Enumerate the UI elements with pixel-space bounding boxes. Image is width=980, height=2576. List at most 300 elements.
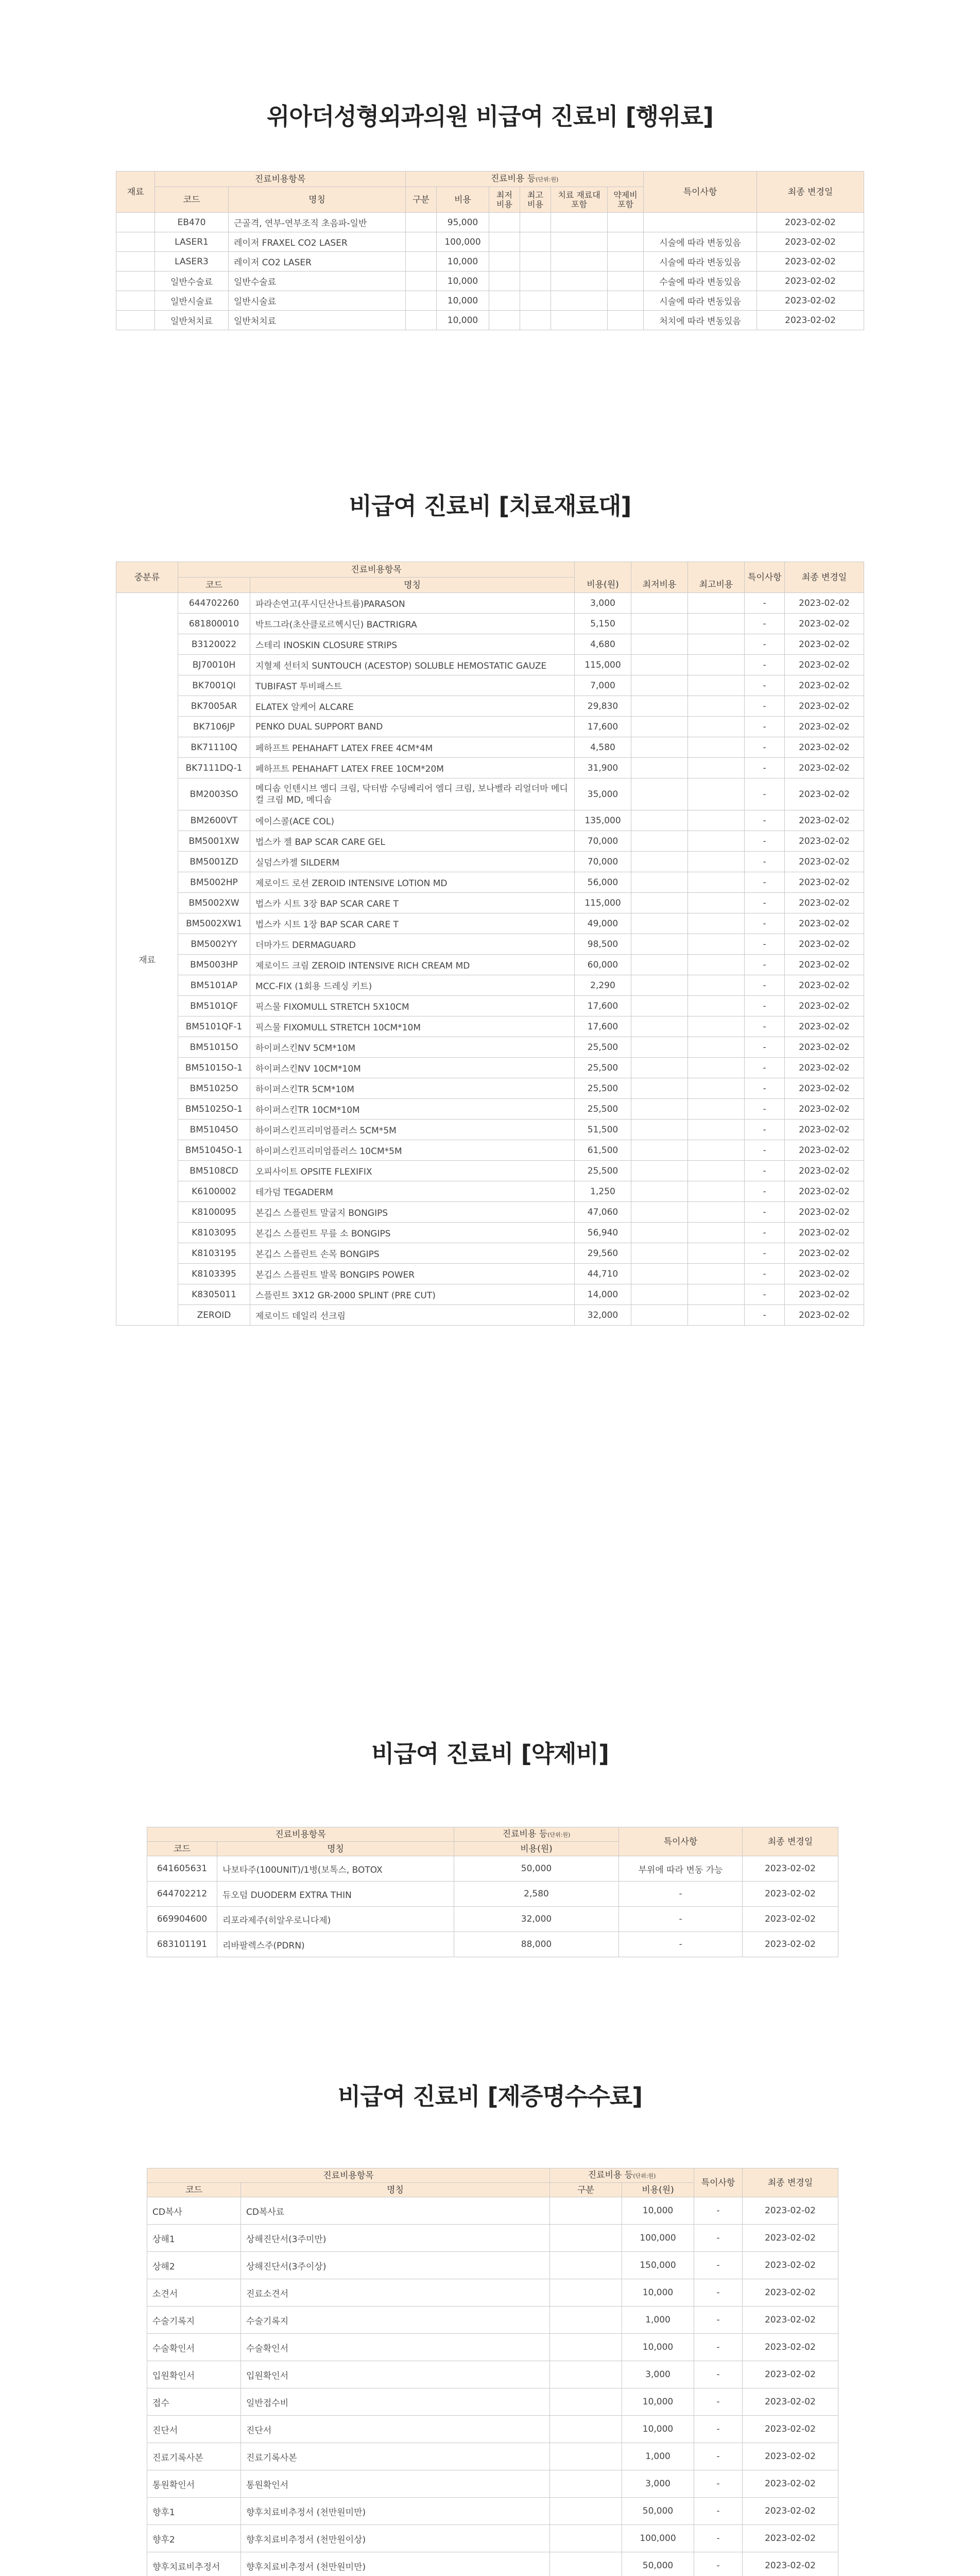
material-max-cell bbox=[688, 1161, 745, 1181]
fee-date-cell: 2023-02-02 bbox=[757, 252, 864, 272]
drug-date-cell: 2023-02-02 bbox=[743, 1856, 838, 1882]
material-cost-cell: 135,000 bbox=[575, 810, 631, 831]
material-date-cell: 2023-02-02 bbox=[785, 996, 864, 1016]
material-date-cell: 2023-02-02 bbox=[785, 675, 864, 696]
material-table-body bbox=[116, 593, 864, 1326]
material-cost-cell: 56,940 bbox=[575, 1223, 631, 1243]
cert-cost-cell: 10,000 bbox=[622, 2388, 694, 2416]
material-max-cell bbox=[688, 634, 745, 655]
cert-cost-cell: 10,000 bbox=[622, 2197, 694, 2225]
material-cost-cell: 4,680 bbox=[575, 634, 631, 655]
material-code-cell: BM5101QF bbox=[178, 996, 250, 1016]
material-date-cell: 2023-02-02 bbox=[785, 696, 864, 717]
fee-date-cell: 2023-02-02 bbox=[757, 272, 864, 291]
drug-header-date: 최종 변경일 bbox=[743, 1827, 838, 1856]
drug-note-cell: - bbox=[619, 1882, 743, 1907]
material-date-cell: 2023-02-02 bbox=[785, 778, 864, 810]
material-code-cell: BM51015O-1 bbox=[178, 1058, 250, 1078]
fee-code-cell: EB470 bbox=[155, 213, 229, 232]
material-max-cell bbox=[688, 975, 745, 996]
cert-date-cell: 2023-02-02 bbox=[743, 2416, 838, 2443]
drug-note-cell: - bbox=[619, 1907, 743, 1932]
material-max-cell bbox=[688, 1181, 745, 1202]
material-note-cell: - bbox=[745, 1284, 785, 1305]
table-row bbox=[116, 872, 864, 893]
material-note-cell: - bbox=[745, 1078, 785, 1099]
material-code-cell: BM2003SO bbox=[178, 778, 250, 810]
material-name-cell: 제로이드 크림 ZEROID INTENSIVE RICH CREAM MD bbox=[250, 955, 575, 975]
cert-date-cell: 2023-02-02 bbox=[743, 2361, 838, 2388]
material-name-cell: 박트그라(초산클로르헥시딘) BACTRIGRA bbox=[250, 614, 575, 634]
material-min-cell bbox=[631, 717, 688, 737]
table-row bbox=[116, 1243, 864, 1264]
material-min-cell bbox=[631, 1058, 688, 1078]
material-note-cell: - bbox=[745, 1305, 785, 1326]
material-note-cell: - bbox=[745, 675, 785, 696]
material-max-cell bbox=[688, 831, 745, 852]
table-row bbox=[116, 1016, 864, 1037]
fee-max-cell bbox=[520, 213, 551, 232]
fee-max-cell bbox=[520, 252, 551, 272]
fee-drug-cell bbox=[608, 272, 644, 291]
material-cost-cell: 32,000 bbox=[575, 1305, 631, 1326]
fee-date-cell: 2023-02-02 bbox=[757, 213, 864, 232]
material-min-cell bbox=[631, 1243, 688, 1264]
drug-section bbox=[0, 1735, 980, 1769]
material-max-cell bbox=[688, 593, 745, 614]
table-row bbox=[116, 1223, 864, 1243]
material-date-cell: 2023-02-02 bbox=[785, 1016, 864, 1037]
material-name-cell: 픽스물 FIXOMULL STRETCH 5X10CM bbox=[250, 996, 575, 1016]
material-min-cell bbox=[631, 810, 688, 831]
material-name-cell: 파라손연고(푸시딘산나트륨)PARASON bbox=[250, 593, 575, 614]
fee-header-material: 치료 재료대 포함 bbox=[551, 187, 608, 213]
material-table bbox=[116, 562, 864, 1326]
material-code-cell: BM51015O bbox=[178, 1037, 250, 1058]
material-cost-cell: 5,150 bbox=[575, 614, 631, 634]
table-row bbox=[116, 311, 864, 330]
material-code-cell: BM5001XW bbox=[178, 831, 250, 852]
material-code-cell: BK7005AR bbox=[178, 696, 250, 717]
material-code-cell: B3120022 bbox=[178, 634, 250, 655]
cert-table bbox=[147, 2168, 838, 2576]
fee-type-cell bbox=[406, 232, 437, 252]
cert-cost-cell: 50,000 bbox=[622, 2552, 694, 2576]
material-cost-cell: 25,500 bbox=[575, 1099, 631, 1120]
table-row bbox=[147, 2307, 838, 2334]
fee-cost-cell: 100,000 bbox=[437, 232, 489, 252]
material-name-cell: 하이퍼스킨프리미엄플러스 10CM*5M bbox=[250, 1140, 575, 1161]
fee-drug-cell bbox=[608, 232, 644, 252]
table-row bbox=[116, 1284, 864, 1305]
fee-header-name: 명칭 bbox=[229, 187, 406, 213]
material-min-cell bbox=[631, 1037, 688, 1058]
material-name-cell: 에이스콜(ACE COL) bbox=[250, 810, 575, 831]
material-date-cell: 2023-02-02 bbox=[785, 975, 864, 996]
material-max-cell bbox=[688, 1099, 745, 1120]
table-row bbox=[116, 696, 864, 717]
cert-section bbox=[0, 2078, 980, 2112]
cert-code-cell: 향후치료비추정서 bbox=[147, 2552, 241, 2576]
table-row bbox=[116, 1058, 864, 1078]
cert-date-cell: 2023-02-02 bbox=[743, 2525, 838, 2552]
drug-code-cell: 644702212 bbox=[147, 1882, 217, 1907]
material-note-cell: - bbox=[745, 934, 785, 955]
material-max-cell bbox=[688, 810, 745, 831]
cert-section-title: 비급여 진료비 [제증명수수료] bbox=[337, 2082, 643, 2110]
material-note-cell: - bbox=[745, 1243, 785, 1264]
material-name-cell: 제로이드 데일리 선크림 bbox=[250, 1305, 575, 1326]
cert-name-cell: 수술확인서 bbox=[241, 2334, 550, 2361]
material-min-cell bbox=[631, 1305, 688, 1326]
material-header-min: 최저비용 bbox=[631, 578, 688, 593]
material-name-cell: 하이퍼스킨NV 5CM*10M bbox=[250, 1037, 575, 1058]
cert-header-note: 특이사항 bbox=[694, 2168, 743, 2197]
drug-header-cost: 비용(원) bbox=[454, 1842, 619, 1856]
material-note-cell: - bbox=[745, 1223, 785, 1243]
cert-note-cell: - bbox=[694, 2197, 743, 2225]
cert-type-cell bbox=[550, 2279, 622, 2307]
cert-date-cell: 2023-02-02 bbox=[743, 2307, 838, 2334]
material-code-cell: BM5002YY bbox=[178, 934, 250, 955]
material-cost-cell: 115,000 bbox=[575, 893, 631, 913]
material-max-cell bbox=[688, 717, 745, 737]
material-min-cell bbox=[631, 1161, 688, 1181]
cert-type-cell bbox=[550, 2334, 622, 2361]
material-max-cell bbox=[688, 1284, 745, 1305]
material-min-cell bbox=[631, 1223, 688, 1243]
drug-table-body bbox=[147, 1856, 838, 1957]
material-name-cell: 지혈제 선터치 SUNTOUCH (ACESTOP) SOLUBLE HEMOSTATIC GAUZE bbox=[250, 655, 575, 675]
material-note-cell: - bbox=[745, 1161, 785, 1181]
fee-name-cell: 레이저 FRAXEL CO2 LASER bbox=[229, 232, 406, 252]
table-row bbox=[147, 2470, 838, 2498]
material-max-cell bbox=[688, 852, 745, 872]
material-header-group: 진료비용항목 bbox=[178, 562, 575, 578]
fee-cost-cell: 10,000 bbox=[437, 291, 489, 311]
material-min-cell bbox=[631, 872, 688, 893]
table-row bbox=[147, 1932, 838, 1957]
material-name-cell: TUBIFAST 투비패스트 bbox=[250, 675, 575, 696]
material-note-cell: - bbox=[745, 696, 785, 717]
cert-note-cell: - bbox=[694, 2552, 743, 2576]
material-min-cell bbox=[631, 614, 688, 634]
fee-header-cost: 비용 bbox=[437, 187, 489, 213]
material-max-cell bbox=[688, 1305, 745, 1326]
table-row bbox=[147, 2252, 838, 2279]
material-max-cell bbox=[688, 1264, 745, 1284]
material-code-cell: BK7001QI bbox=[178, 675, 250, 696]
fee-note-cell: 시술에 따라 변동있음 bbox=[644, 252, 757, 272]
material-max-cell bbox=[688, 934, 745, 955]
material-date-cell: 2023-02-02 bbox=[785, 1305, 864, 1326]
cert-note-cell: - bbox=[694, 2252, 743, 2279]
fee-code-cell: 일반시술료 bbox=[155, 291, 229, 311]
fee-material-cell bbox=[551, 232, 608, 252]
fee-code-cell: LASER3 bbox=[155, 252, 229, 272]
material-date-cell: 2023-02-02 bbox=[785, 913, 864, 934]
material-max-cell bbox=[688, 996, 745, 1016]
material-cost-cell: 4,580 bbox=[575, 737, 631, 758]
cert-cost-cell: 3,000 bbox=[622, 2470, 694, 2498]
cert-date-cell: 2023-02-02 bbox=[743, 2552, 838, 2576]
material-min-cell bbox=[631, 852, 688, 872]
table-row bbox=[147, 2279, 838, 2307]
material-min-cell bbox=[631, 675, 688, 696]
material-min-cell bbox=[631, 913, 688, 934]
material-code-cell: 644702260 bbox=[178, 593, 250, 614]
cert-type-cell bbox=[550, 2197, 622, 2225]
cert-code-cell: 소견서 bbox=[147, 2279, 241, 2307]
material-date-cell: 2023-02-02 bbox=[785, 1264, 864, 1284]
material-max-cell bbox=[688, 913, 745, 934]
drug-date-cell: 2023-02-02 bbox=[743, 1907, 838, 1932]
material-date-cell: 2023-02-02 bbox=[785, 955, 864, 975]
fee-date-cell: 2023-02-02 bbox=[757, 311, 864, 330]
fee-header-date: 최종 변경일 bbox=[757, 172, 864, 213]
fee-header-type: 구분 bbox=[406, 187, 437, 213]
material-min-cell bbox=[631, 778, 688, 810]
table-row bbox=[116, 252, 864, 272]
material-note-cell: - bbox=[745, 1016, 785, 1037]
material-min-cell bbox=[631, 1078, 688, 1099]
cert-date-cell: 2023-02-02 bbox=[743, 2225, 838, 2252]
drug-code-cell: 669904600 bbox=[147, 1907, 217, 1932]
fee-cost-cell: 10,000 bbox=[437, 252, 489, 272]
material-date-cell: 2023-02-02 bbox=[785, 1181, 864, 1202]
cert-note-cell: - bbox=[694, 2361, 743, 2388]
cert-header-name: 명칭 bbox=[241, 2183, 550, 2197]
fee-name-cell: 근골격, 연부-연부조직 초음파-일반 bbox=[229, 213, 406, 232]
material-code-cell: BM5002HP bbox=[178, 872, 250, 893]
fee-category-cell bbox=[116, 232, 155, 252]
table-row bbox=[116, 717, 864, 737]
table-row bbox=[116, 996, 864, 1016]
fee-min-cell bbox=[489, 272, 520, 291]
fee-category-cell bbox=[116, 311, 155, 330]
material-header-max: 최고비용 bbox=[688, 578, 745, 593]
cert-type-cell bbox=[550, 2498, 622, 2525]
material-code-cell: BM51025O-1 bbox=[178, 1099, 250, 1120]
drug-note-cell: 부위에 따라 변동 가능 bbox=[619, 1856, 743, 1882]
fee-min-cell bbox=[489, 213, 520, 232]
material-name-cell: 본깁스 스플린트 손목 BONGIPS bbox=[250, 1243, 575, 1264]
table-row bbox=[116, 1120, 864, 1140]
cert-header-cost-group: 진료비용 등(단위:원) bbox=[550, 2168, 694, 2183]
material-code-cell: BM5001ZD bbox=[178, 852, 250, 872]
cert-note-cell: - bbox=[694, 2225, 743, 2252]
material-max-cell bbox=[688, 872, 745, 893]
material-name-cell: 스테리 INOSKIN CLOSURE STRIPS bbox=[250, 634, 575, 655]
material-note-cell: - bbox=[745, 1264, 785, 1284]
material-date-cell: 2023-02-02 bbox=[785, 655, 864, 675]
material-date-cell: 2023-02-02 bbox=[785, 1284, 864, 1305]
table-row bbox=[116, 291, 864, 311]
material-max-cell bbox=[688, 1120, 745, 1140]
material-code-cell: BM5101AP bbox=[178, 975, 250, 996]
cert-note-cell: - bbox=[694, 2525, 743, 2552]
drug-header-cost-group: 진료비용 등(단위:원) bbox=[454, 1827, 619, 1842]
drug-note-cell: - bbox=[619, 1932, 743, 1957]
material-max-cell bbox=[688, 675, 745, 696]
material-code-cell: BM2600VT bbox=[178, 810, 250, 831]
drug-name-cell: 리포라제주(히알우로니다제) bbox=[217, 1907, 454, 1932]
material-code-cell: ZEROID bbox=[178, 1305, 250, 1326]
cert-name-cell: 진료기록사본 bbox=[241, 2443, 550, 2470]
material-cost-cell: 7,000 bbox=[575, 675, 631, 696]
cert-name-cell: 향후치료비추정서 (천만원이상) bbox=[241, 2525, 550, 2552]
material-note-cell: - bbox=[745, 893, 785, 913]
material-name-cell: 스플린트 3X12 GR-2000 SPLINT (PRE CUT) bbox=[250, 1284, 575, 1305]
fee-max-cell bbox=[520, 232, 551, 252]
table-row bbox=[116, 893, 864, 913]
table-row bbox=[116, 737, 864, 758]
material-min-cell bbox=[631, 737, 688, 758]
cert-header-date: 최종 변경일 bbox=[743, 2168, 838, 2197]
material-name-cell: PENKO DUAL SUPPORT BAND bbox=[250, 717, 575, 737]
material-name-cell: 하이퍼스킨프리미엄플러스 5CM*5M bbox=[250, 1120, 575, 1140]
fee-date-cell: 2023-02-02 bbox=[757, 232, 864, 252]
material-name-cell: 본깁스 스플린트 무릎 소 BONGIPS bbox=[250, 1223, 575, 1243]
material-name-cell: 실덤스카젤 SILDERM bbox=[250, 852, 575, 872]
fee-max-cell bbox=[520, 272, 551, 291]
material-name-cell: 페하프트 PEHAHAFT LATEX FREE 4CM*4M bbox=[250, 737, 575, 758]
table-row bbox=[116, 1140, 864, 1161]
material-date-cell: 2023-02-02 bbox=[785, 634, 864, 655]
material-name-cell: 하이퍼스킨NV 10CM*10M bbox=[250, 1058, 575, 1078]
drug-date-cell: 2023-02-02 bbox=[743, 1932, 838, 1957]
table-row bbox=[116, 272, 864, 291]
cert-cost-cell: 100,000 bbox=[622, 2225, 694, 2252]
table-row bbox=[116, 810, 864, 831]
material-cost-cell: 25,500 bbox=[575, 1161, 631, 1181]
table-row bbox=[116, 655, 864, 675]
fee-cost-cell: 10,000 bbox=[437, 272, 489, 291]
cert-header-cost: 비용(원) bbox=[622, 2183, 694, 2197]
material-date-cell: 2023-02-02 bbox=[785, 1243, 864, 1264]
fee-section bbox=[0, 98, 980, 132]
cert-name-cell: 상해진단서(3주미만) bbox=[241, 2225, 550, 2252]
drug-name-cell: 리바팔렉스주(PDRN) bbox=[217, 1932, 454, 1957]
table-row bbox=[147, 2225, 838, 2252]
material-max-cell bbox=[688, 1223, 745, 1243]
fee-name-cell: 레이저 CO2 LASER bbox=[229, 252, 406, 272]
material-note-cell: - bbox=[745, 614, 785, 634]
cert-type-cell bbox=[550, 2225, 622, 2252]
table-row bbox=[116, 675, 864, 696]
cert-type-cell bbox=[550, 2361, 622, 2388]
material-section bbox=[0, 487, 980, 521]
cert-type-cell bbox=[550, 2443, 622, 2470]
material-code-cell: BM51045O bbox=[178, 1120, 250, 1140]
material-note-cell: - bbox=[745, 975, 785, 996]
material-max-cell bbox=[688, 1202, 745, 1223]
material-code-cell: K6100002 bbox=[178, 1181, 250, 1202]
fee-category-cell bbox=[116, 272, 155, 291]
material-date-cell: 2023-02-02 bbox=[785, 872, 864, 893]
table-row bbox=[116, 1037, 864, 1058]
fee-section-title: 위아더성형외과의원 비급여 진료비 [행위료] bbox=[267, 103, 713, 130]
fee-material-cell bbox=[551, 213, 608, 232]
cert-name-cell: CD복사료 bbox=[241, 2197, 550, 2225]
material-max-cell bbox=[688, 1078, 745, 1099]
cert-note-cell: - bbox=[694, 2443, 743, 2470]
material-name-cell: ELATEX 알케어 ALCARE bbox=[250, 696, 575, 717]
material-date-cell: 2023-02-02 bbox=[785, 1120, 864, 1140]
fee-material-cell bbox=[551, 272, 608, 291]
fee-note-cell: 시술에 따라 변동있음 bbox=[644, 232, 757, 252]
material-min-cell bbox=[631, 831, 688, 852]
material-cost-cell: 1,250 bbox=[575, 1181, 631, 1202]
fee-drug-cell bbox=[608, 213, 644, 232]
table-row bbox=[116, 852, 864, 872]
material-max-cell bbox=[688, 1243, 745, 1264]
material-date-cell: 2023-02-02 bbox=[785, 934, 864, 955]
cert-code-cell: 수술기록지 bbox=[147, 2307, 241, 2334]
table-row bbox=[116, 1202, 864, 1223]
fee-name-cell: 일반수술료 bbox=[229, 272, 406, 291]
material-min-cell bbox=[631, 593, 688, 614]
material-cost-cell: 51,500 bbox=[575, 1120, 631, 1140]
table-row bbox=[147, 1856, 838, 1882]
material-cost-cell: 29,830 bbox=[575, 696, 631, 717]
material-date-cell: 2023-02-02 bbox=[785, 758, 864, 778]
cert-note-cell: - bbox=[694, 2334, 743, 2361]
material-note-cell: - bbox=[745, 1058, 785, 1078]
fee-note-cell bbox=[644, 213, 757, 232]
cert-date-cell: 2023-02-02 bbox=[743, 2498, 838, 2525]
cert-name-cell: 통원확인서 bbox=[241, 2470, 550, 2498]
cert-cost-cell: 10,000 bbox=[622, 2334, 694, 2361]
drug-header-code: 코드 bbox=[147, 1842, 217, 1856]
fee-header-cost-group: 진료비용 등(단위:원) bbox=[406, 172, 644, 187]
material-date-cell: 2023-02-02 bbox=[785, 737, 864, 758]
material-name-cell: 페하프트 PEHAHAFT LATEX FREE 10CM*20M bbox=[250, 758, 575, 778]
drug-header-name: 명칭 bbox=[217, 1842, 454, 1856]
material-code-cell: BM5002XW1 bbox=[178, 913, 250, 934]
material-max-cell bbox=[688, 1037, 745, 1058]
material-note-cell: - bbox=[745, 634, 785, 655]
cert-name-cell: 입원확인서 bbox=[241, 2361, 550, 2388]
material-note-cell: - bbox=[745, 872, 785, 893]
table-row bbox=[116, 934, 864, 955]
material-note-cell: - bbox=[745, 737, 785, 758]
material-name-cell: 픽스물 FIXOMULL STRETCH 10CM*10M bbox=[250, 1016, 575, 1037]
table-row bbox=[147, 2388, 838, 2416]
material-min-cell bbox=[631, 655, 688, 675]
cert-code-cell: 상해1 bbox=[147, 2225, 241, 2252]
material-max-cell bbox=[688, 778, 745, 810]
cert-date-cell: 2023-02-02 bbox=[743, 2197, 838, 2225]
material-note-cell: - bbox=[745, 717, 785, 737]
cert-cost-cell: 10,000 bbox=[622, 2416, 694, 2443]
fee-cost-cell: 95,000 bbox=[437, 213, 489, 232]
material-code-cell: BM51045O-1 bbox=[178, 1140, 250, 1161]
fee-drug-cell bbox=[608, 291, 644, 311]
material-code-cell: BM5101QF-1 bbox=[178, 1016, 250, 1037]
cert-header-code: 코드 bbox=[147, 2183, 241, 2197]
table-row bbox=[116, 213, 864, 232]
cert-type-cell bbox=[550, 2252, 622, 2279]
material-cost-cell: 17,600 bbox=[575, 717, 631, 737]
material-note-cell: - bbox=[745, 1120, 785, 1140]
material-min-cell bbox=[631, 696, 688, 717]
fee-header-max: 최고 비용 bbox=[520, 187, 551, 213]
material-max-cell bbox=[688, 696, 745, 717]
material-min-cell bbox=[631, 955, 688, 975]
cert-note-cell: - bbox=[694, 2470, 743, 2498]
cert-note-cell: - bbox=[694, 2279, 743, 2307]
